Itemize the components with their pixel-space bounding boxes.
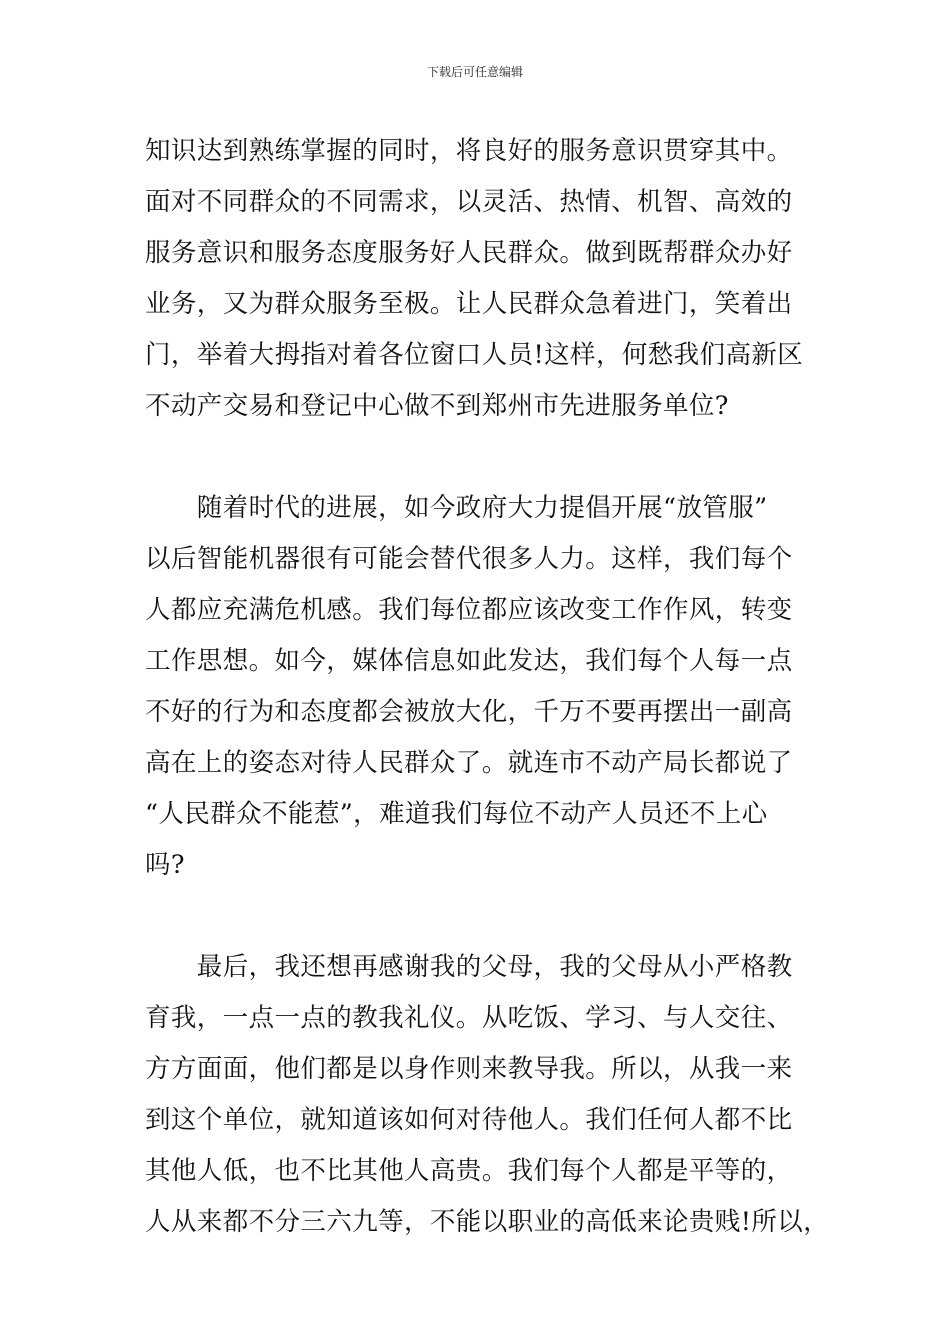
text-line: 以后智能机器很有可能会替代很多人力。这样，我们每个	[145, 544, 793, 574]
page-header: 下载后可任意编辑	[426, 65, 523, 79]
text-line: 人都应充满危机感。我们每位都应该改变工作作风，转变	[145, 595, 793, 625]
text-line: 高在上的姿态对待人民群众了。就连市不动产局长都说了	[145, 748, 793, 778]
text-line: 到这个单位，就知道该如何对待他人。我们任何人都不比	[145, 1105, 793, 1135]
paragraph-gap	[145, 432, 825, 483]
document-body	[145, 126, 830, 1248]
text-line: 面对不同群众的不同需求，以灵活、热情、机智、高效的	[145, 187, 793, 217]
text-line: 工作思想。如今，媒体信息如此发达，我们每个人每一点	[145, 646, 793, 676]
text-line: 吗?	[145, 850, 185, 880]
text-line: 不动产交易和登记中心做不到郑州市先进服务单位?	[145, 391, 729, 421]
text-line: 不好的行为和态度都会被放大化，千万不要再摆出一副高	[145, 697, 793, 727]
paragraph	[145, 483, 825, 891]
text-line: 方方面面，他们都是以身作则来教导我。所以，从我一来	[145, 1054, 793, 1084]
text-line: 业务，又为群众服务至极。让人民群众急着进门，笑着出	[145, 289, 793, 319]
text-line: 育我，一点一点的教我礼仪。从吃饭、学习、与人交往、	[145, 1003, 793, 1033]
text-line: 知识达到熟练掌握的同时，将良好的服务意识贯穿其中。	[145, 136, 793, 166]
text-line: 其他人低，也不比其他人高贵。我们每个人都是平等的，	[145, 1156, 793, 1186]
paragraph-gap	[145, 891, 825, 942]
paragraph	[145, 126, 825, 432]
text-line: 随着时代的进展，如今政府大力提倡开展“放管服”	[145, 493, 768, 523]
text-line: 门，举着大拇指对着各位窗口人员!这样，何愁我们高新区	[145, 340, 804, 370]
text-line: 服务意识和服务态度服务好人民群众。做到既帮群众办好	[145, 238, 793, 268]
text-line: 人从来都不分三六九等，不能以职业的高低来论贵贱!所以，	[145, 1207, 830, 1237]
text-line: 最后，我还想再感谢我的父母，我的父母从小严格教	[145, 952, 793, 982]
paragraph	[145, 942, 830, 1248]
text-line: “人民群众不能惹”，难道我们每位不动产人员还不上心	[145, 799, 768, 829]
